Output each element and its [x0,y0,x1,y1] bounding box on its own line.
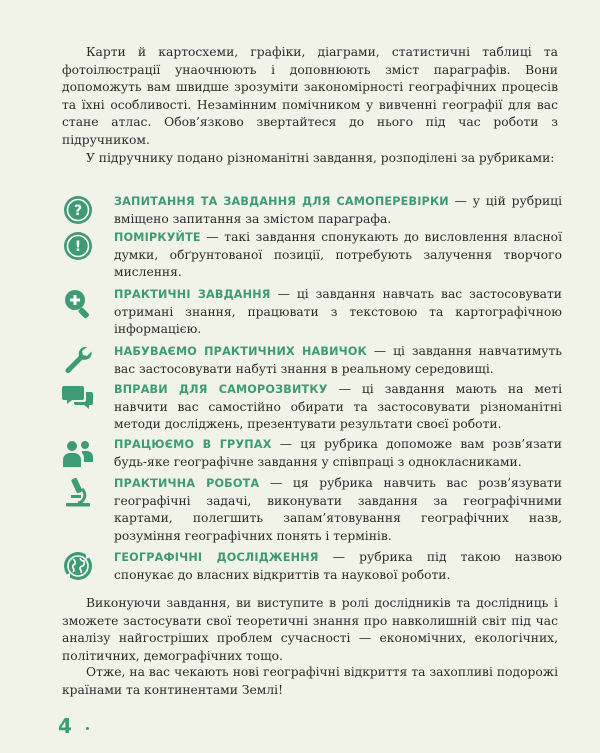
rubric-text: ПРАКТИЧНА РОБОТА — ця рубрика навчить вас розв’язувати географічні задачі, виконувати завдання за географічними картами, полегшить запам’ятовування географічних назв, розуміння географічних понять і термінів. [114,476,562,543]
rubric-text: ПРАЦЮЄМО В ГРУПАХ — ця рубрика допоможе вам розв’язати будь-яке географічне завдання у співпраці з однокласниками. [114,437,563,469]
page-number: 4 [58,714,72,738]
intro-paragraph-1: Карти й картосхеми, графіки, діаграми, статистичні таблиці та фотоілюстрації унаочнюють і доповнюють зміст параграфів. Вони допоможуть вам швидше зрозуміти закономірності географічних процесів та їхні особливості. Незамінним помічником у вивченні географії для вас стане атлас. Обов’язково звертайтеся до нього під час роботи з підручником. [62,45,558,147]
magnifier-plus-icon [62,287,94,319]
rubric-text: ПОМІРКУЙТЕ — такі завдання спонукають до висловлення власної думки, обґрунтованої позиції, потребують залучення творчого мислення. [114,230,562,279]
svg-text:!: ! [74,239,82,255]
rubric-text: ЗАПИТАННЯ ТА ЗАВДАННЯ ДЛЯ САМОПЕРЕВІРКИ — у цій рубриці вміщено запитання за змістом параграфа. [114,194,563,226]
intro-paragraph-2: У підручнику подано різноманітні завдання, розподілені за рубриками: [86,151,555,165]
wrench-icon [62,344,94,376]
group-people-icon [62,437,94,469]
microscope-icon [62,476,94,508]
outro-paragraph-2: Отже, на вас чекають нові географічні відкриття та захопливі подорожі країнами та континентами Землі! [62,665,558,697]
rubric-text: ПРАКТИЧНІ ЗАВДАННЯ — ці завдання навчать вас застосовувати отримані знання, працювати з текстовою та картографічною інформацією. [114,287,562,336]
rubric-text: ВПРАВИ ДЛЯ САМОРОЗВИТКУ — ці завдання мають на меті навчити вас самостійно обирати та застосовувати різноманітні методи досліджень, презентувати результати своєї роботи. [114,382,562,431]
exclamation-circle-icon [62,230,94,262]
page-number-dot [86,727,89,730]
svg-text:?: ? [73,203,83,219]
speech-bubbles-icon [62,382,94,414]
rubric-text: НАБУВАЄМО ПРАКТИЧНИХ НАВИЧОК — ці завдання навчатимуть вас застосовувати набуті знання в реальному середовищі. [114,344,562,376]
globe-arrows-icon [62,550,94,582]
rubric-text: ГЕОГРАФІЧНІ ДОСЛІДЖЕННЯ — рубрика під такою назвою спонукає до власних відкриттів та наукової роботи. [114,550,562,582]
question-circle-icon [62,194,94,226]
outro-paragraph-1: Виконуючи завдання, ви виступите в ролі дослідників та дослідниць і зможете застосувати свої теоретичні знання про навколишній світ під час аналізу найгостріших проблем сучасності — економічних, екологічних, політичних, демографічних тощо. [62,596,558,663]
